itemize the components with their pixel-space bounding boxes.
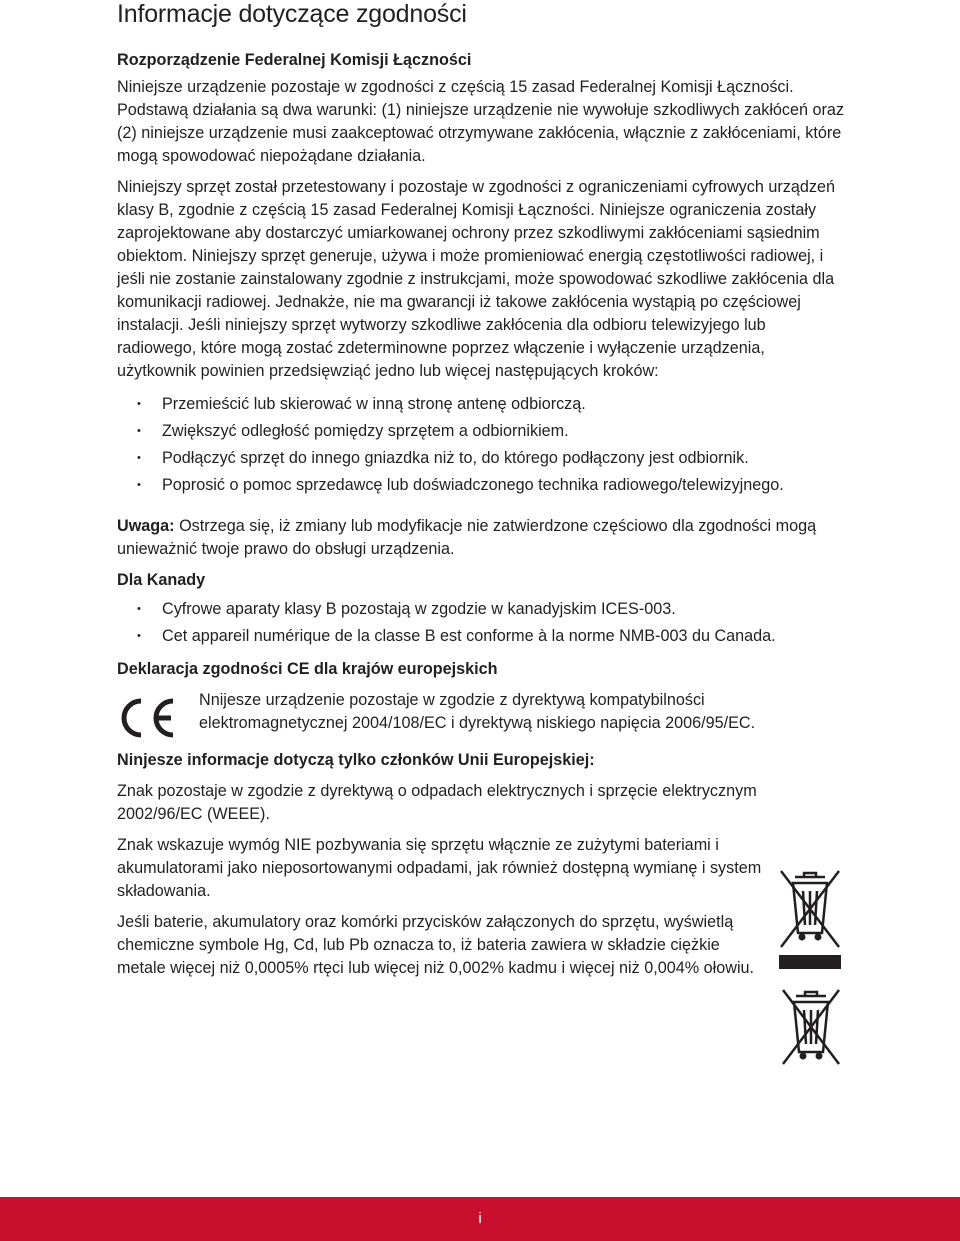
- list-item-text: Podłączyć sprzęt do innego gniazdka niż to, do którego podłączony jest odbiornik.: [162, 449, 749, 467]
- fcc-paragraph-1: Niniejsze urządzenie pozostaje w zgodności z częścią 15 zasad Federalnej Komisji Łączności. Podstawą działania są dwa warunki: (1) niniejsze urządzenie nie wywołuje szkodliwych zakłóceń oraz (2) niniejsze urządzenie musi zaakceptować otrzymywane zakłócenia, włącznie z zakłóceniami, które mogą spowodować niepożądane działania.: [117, 78, 844, 165]
- eu-paragraph-3: Jeśli baterie, akumulatory oraz komórki przycisków załączonych do sprzętu, wyświetlą chemiczne symbole Hg, Cd, lub Pb oznacza to, iż bateria zawiera w składzie ciężkie metale więcej niż 0,0005% rtęci lub więcej niż 0,002% kadmu i więcej niż 0,004% ołowiu.: [117, 913, 755, 977]
- ce-text: Nnijesze urządzenie pozostaje w zgodzie z dyrektywą kompatybilności elektromagnetycznej 2004/108/EC i dyrektywą niskiego napięcia 2006/95/EC.: [199, 691, 756, 732]
- canada-list: [117, 598, 845, 648]
- fcc-steps-list: [117, 393, 845, 497]
- bullet-icon: •: [137, 398, 141, 410]
- eu-section: [117, 780, 845, 980]
- page-footer: [0, 1197, 960, 1241]
- bullet-icon: •: [137, 452, 141, 464]
- fcc-paragraph-2: Niniejszy sprzęt został przetestowany i pozostaje w zgodności z ograniczeniami cyfrowych urządzeń klasy B, zgodnie z częścią 15 zasad Federalnej Komisji Łączności. Niniejsze ograniczenia zostały zaprojektowane aby dostarczyć umiarkowanej ochrony przez szkodliwymi zakłóceniami sąsiednim obiektom. Niniejszy sprzęt generuje, używa i może promieniować energią częstotliwości radiowej, i jeśli nie zostanie zainstalowany zgodnie z instrukcjami, może spowodować szkodliwe zakłócenia dla komunikacji radiowej. Jednakże, nie ma gwarancji iż takowe zakłócenia wystąpią po częściowej instalacji. Jeśli niniejszy sprzęt wytworzy szkodliwe zakłócenia dla odbioru telewizyjego lub radiowego, które mogą zostać zdeterminowne poprzez włączenie i wyłączenie urządzenia, użytkownik powinien przedsięwziąć jedno lub więcej następujących kroków:: [117, 178, 835, 380]
- bullet-icon: •: [137, 603, 141, 615]
- weee-bin-icon: [780, 986, 842, 1068]
- list-item-text: Cyfrowe aparaty klasy B pozostają w zgodzie w kanadyjskim ICES-003.: [162, 600, 676, 618]
- document-body: [117, 49, 845, 988]
- list-item: [117, 447, 845, 470]
- list-item-text: Cet appareil numérique de la classe B est conforme à la norme NMB-003 du Canada.: [162, 627, 776, 645]
- list-item-text: Zwiększyć odległość pomiędzy sprzętem a odbiornikiem.: [162, 422, 569, 440]
- warning-label: Uwaga:: [117, 517, 175, 535]
- list-item: [117, 393, 845, 416]
- ce-heading: Deklaracja zgodności CE dla krajów europejskich: [117, 660, 498, 678]
- eu-heading: Ninjesze informacje dotyczą tylko członków Unii Europejskiej:: [117, 751, 595, 769]
- eu-paragraph-1: Znak pozostaje w zgodzie z dyrektywą o odpadach elektrycznych i sprzęcie elektrycznym 2002/96/EC (WEEE).: [117, 782, 757, 823]
- list-item: [117, 598, 845, 621]
- weee-bin-bar-icon: [777, 867, 843, 971]
- bullet-icon: •: [137, 425, 141, 437]
- warning-text: Ostrzega się, iż zmiany lub modyfikacje nie zatwierdzone częściowo dla zgodności mogą unieważnić twoje prawo do obsługi urządzenia.: [117, 517, 817, 558]
- bullet-icon: •: [137, 479, 141, 491]
- ce-mark-icon: [117, 697, 179, 739]
- canada-heading: Dla Kanady: [117, 571, 206, 589]
- page-title: Informacje dotyczące zgodności: [117, 0, 467, 28]
- list-item: [117, 420, 845, 443]
- list-item-text: Przemieścić lub skierować w inną stronę antenę odbiorczą.: [162, 395, 586, 413]
- ce-section: [117, 689, 845, 735]
- bullet-icon: •: [137, 630, 141, 642]
- list-item: [117, 625, 845, 648]
- list-item-text: Poprosić o pomoc sprzedawcę lub doświadczonego technika radiowego/telewizyjnego.: [162, 476, 784, 494]
- warning-notice: [117, 515, 845, 561]
- fcc-heading: Rozporządzenie Federalnej Komisji Łączności: [117, 51, 472, 69]
- page-number: i: [478, 1210, 482, 1227]
- list-item: [117, 474, 845, 497]
- eu-paragraph-2: Znak wskazuje wymóg NIE pozbywania się sprzętu włącznie ze zużytymi bateriami i akumulatorami jako nieposortowanymi odpadami, jak również dostępną wymianę i system składowania.: [117, 836, 762, 900]
- eu-text: [117, 780, 767, 980]
